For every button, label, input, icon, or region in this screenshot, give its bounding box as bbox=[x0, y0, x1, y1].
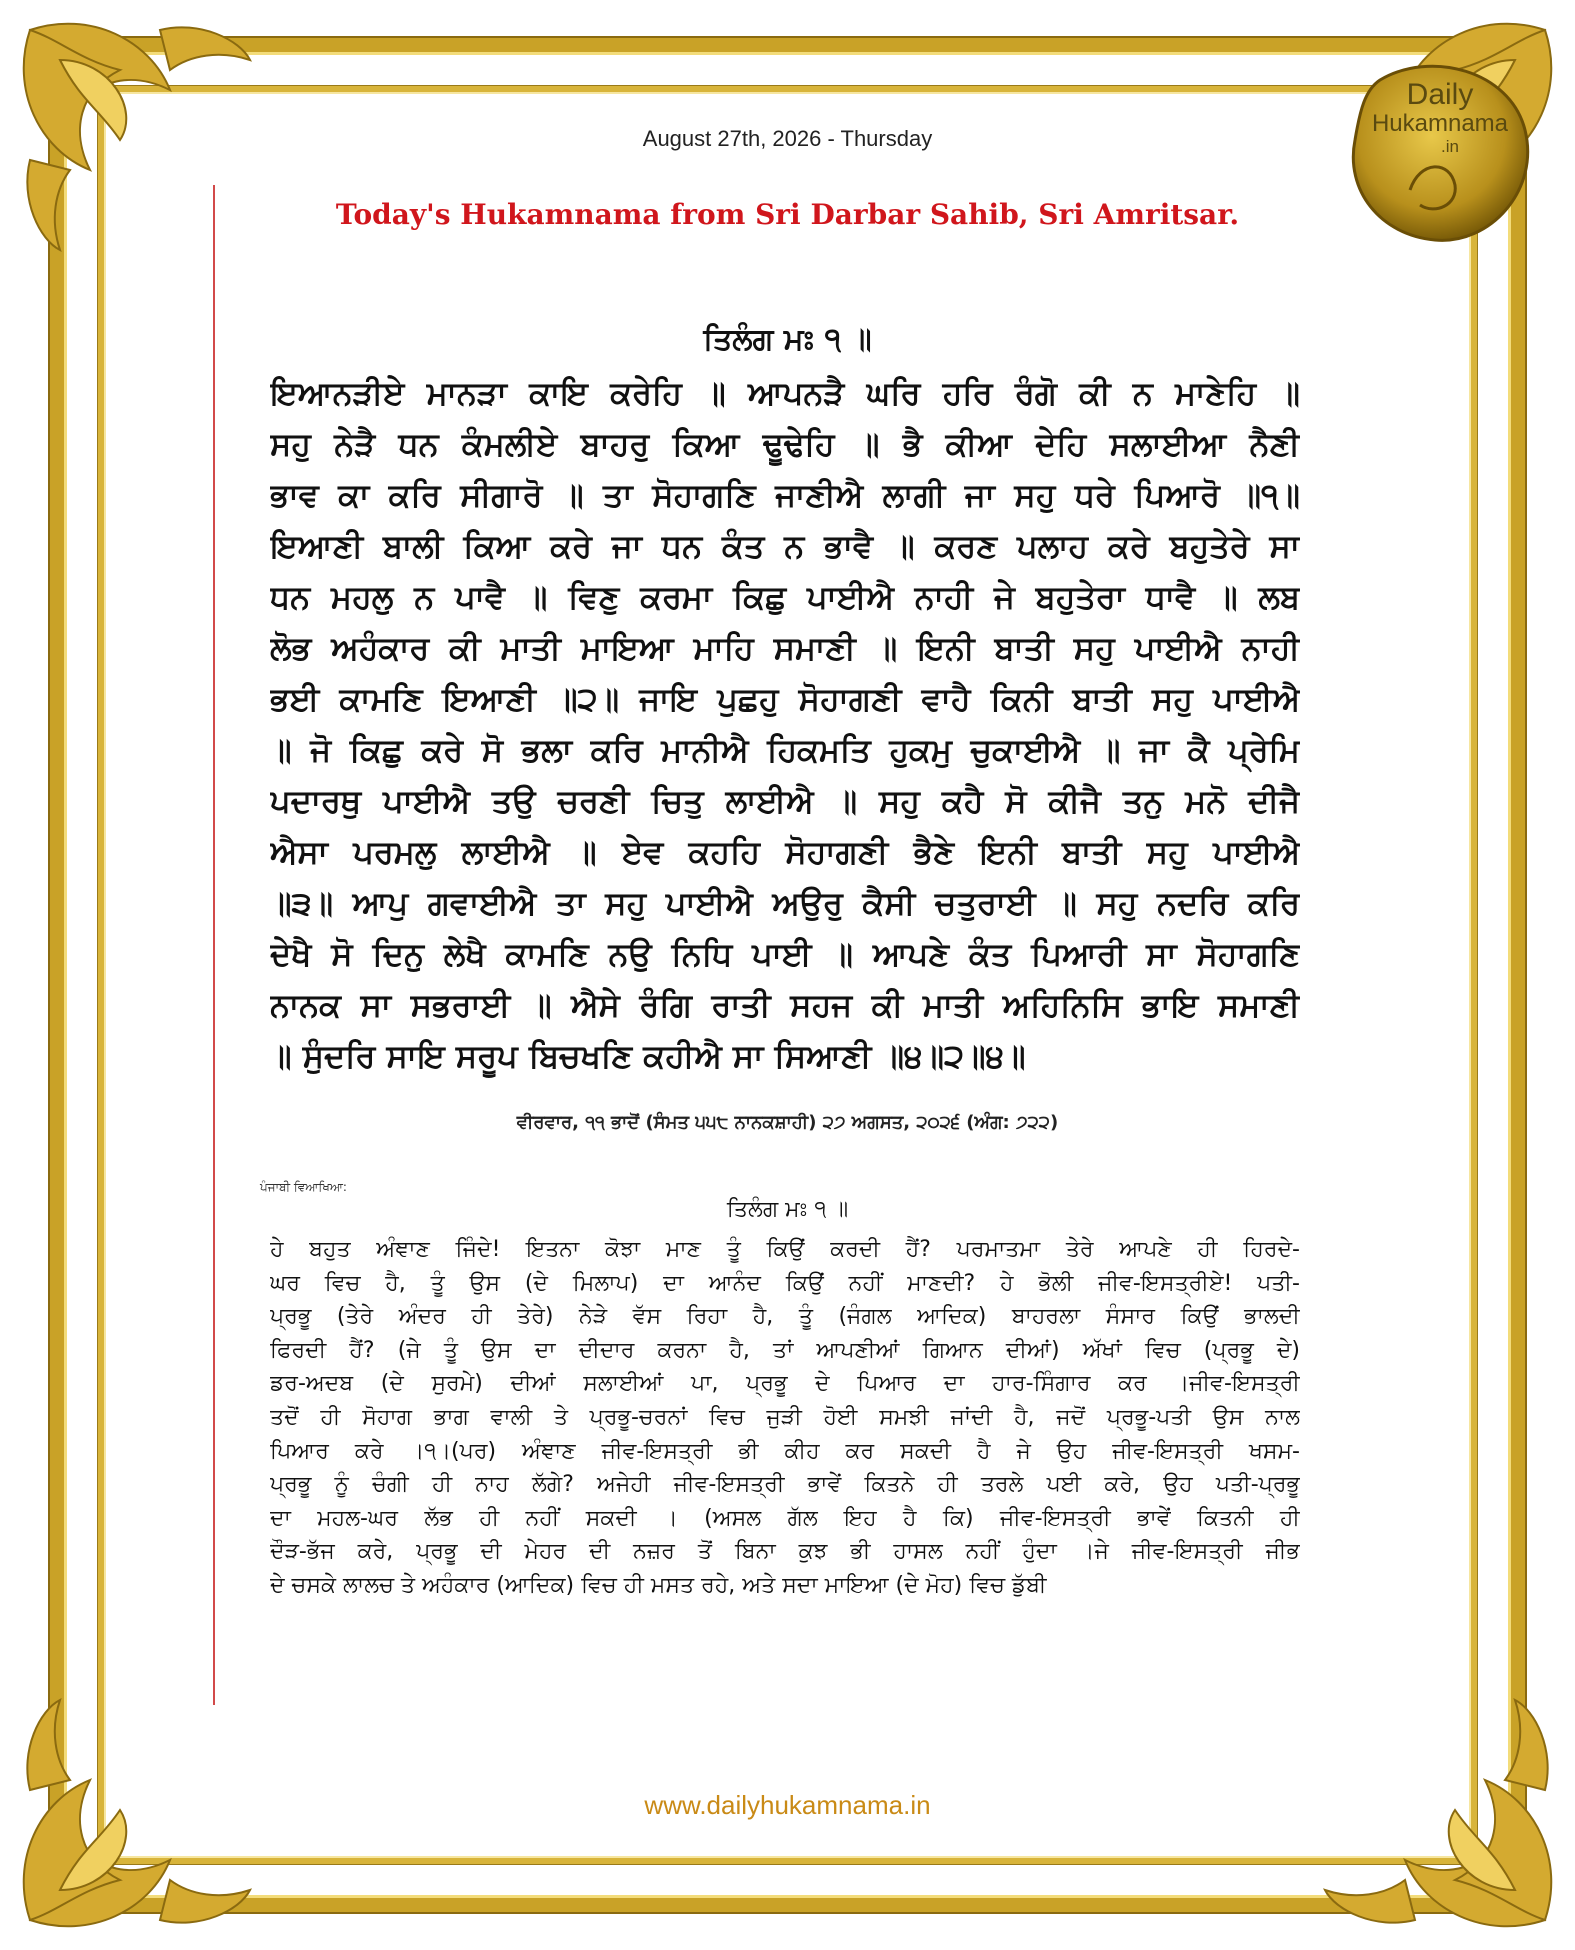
logo-text-daily: Daily bbox=[1406, 78, 1474, 111]
logo-text-in: .in bbox=[1441, 137, 1459, 156]
shabad-line: ਇਆਨੜੀਏ ਮਾਨੜਾ ਕਾਇ ਕਰੇਹਿ ॥ ਆਪਨੜੈ ਘਰਿ ਹਰਿ ਰੰਗੋ ਕੀ ਨ ਮਾਣੇਹਿ ॥ bbox=[270, 374, 1300, 412]
page-margin-line bbox=[213, 185, 215, 1705]
vyakhia-line: ਹੇ ਬਹੁਤ ਅੰਞਾਣ ਜਿੰਦੇ! ਇਤਨਾ ਕੋਝਾ ਮਾਣ ਤੂੰ ਕਿਉਂ ਕਰਦੀ ਹੈਂ? ਪਰਮਾਤਮਾ ਤੇਰੇ ਆਪਣੇ ਹੀ ਹਿਰਦੇ- bbox=[270, 1237, 1300, 1262]
website-link[interactable]: www.dailyhukamnama.in bbox=[644, 1790, 931, 1820]
vyakhia-line: ਤਦੋਂ ਹੀ ਸੋਹਾਗ ਭਾਗ ਵਾਲੀ ਤੇ ਪ੍ਰਭੂ-ਚਰਨਾਂ ਵਿਚ ਜੁੜੀ ਹੋਈ ਸਮਝੀ ਜਾਂਦੀ ਹੈ, ਜਦੋਂ ਪ੍ਰਭੂ-ਪਤੀ ਉਸ ਨਾਲ bbox=[270, 1404, 1300, 1430]
shabad-line: ॥ ਸੁੰਦਰਿ ਸਾਇ ਸਰੂਪ ਬਿਚਖਣਿ ਕਹੀਐ ਸਾ ਸਿਆਣੀ ॥੪॥੨॥੪॥ bbox=[270, 1037, 1026, 1075]
nanakshahi-dateline: ਵੀਰਵਾਰ, ੧੧ ਭਾਦੋਂ (ਸੰਮਤ ੫੫੮ ਨਾਨਕਸ਼ਾਹੀ) ੨੭ ਅਗਸਤ, ੨੦੨੬ (ਅੰਗ: ੭੨੨) bbox=[516, 1112, 1059, 1133]
vyakhia-line: ਦਾ ਮਹਲ-ਘਰ ਲੱਭ ਹੀ ਨਹੀਂ ਸਕਦੀ । (ਅਸਲ ਗੱਲ ਇਹ ਹੈ ਕਿ) ਜੀਵ-ਇਸਤ੍ਰੀ ਭਾਵੇਂ ਕਿਤਨੀ ਹੀ bbox=[270, 1505, 1300, 1531]
shabad-line: ਐਸਾ ਪਰਮਲੁ ਲਾਈਐ ॥ ਏਵ ਕਹਹਿ ਸੋਹਾਗਣੀ ਭੈਣੇ ਇਨੀ ਬਾਤੀ ਸਹੁ ਪਾਈਐ bbox=[270, 833, 1300, 871]
vyakhia-line: ਪ੍ਰਭੂ ਨੂੰ ਚੰਗੀ ਹੀ ਨਾਹ ਲੱਗੇ? ਅਜੇਹੀ ਜੀਵ-ਇਸਤ੍ਰੀ ਭਾਵੇਂ ਕਿਤਨੇ ਹੀ ਤਰਲੇ ਪਈ ਕਰੇ, ਉਹ ਪਤੀ-ਪ੍ਰਭੂ bbox=[270, 1472, 1300, 1498]
vyakhia-line: ਡਰ-ਅਦਬ (ਦੇ ਸੁਰਮੇ) ਦੀਆਂ ਸਲਾਈਆਂ ਪਾ, ਪ੍ਰਭੂ ਦੇ ਪਿਆਰ ਦਾ ਹਾਰ-ਸਿੰਗਾਰ ਕਰ ।ਜੀਵ-ਇਸਤ੍ਰੀ bbox=[270, 1371, 1300, 1397]
shabad-line: ਪਦਾਰਥੁ ਪਾਈਐ ਤਉ ਚਰਣੀ ਚਿਤੁ ਲਾਈਐ ॥ ਸਹੁ ਕਹੈ ਸੋ ਕੀਜੈ ਤਨੁ ਮਨੋ ਦੀਜੈ bbox=[270, 782, 1300, 820]
shabad-line: ਭਾਵ ਕਾ ਕਰਿ ਸੀਗਾਰੋ ॥ ਤਾ ਸੋਹਾਗਣਿ ਜਾਣੀਐ ਲਾਗੀ ਜਾ ਸਹੁ ਧਰੇ ਪਿਆਰੋ ॥੧॥ bbox=[270, 476, 1300, 514]
vyakhia-line: ਫਿਰਦੀ ਹੈਂ? (ਜੇ ਤੂੰ ਉਸ ਦਾ ਦੀਦਾਰ ਕਰਨਾ ਹੈ, ਤਾਂ ਆਪਣੀਆਂ ਗਿਆਨ ਦੀਆਂ) ਅੱਖਾਂ ਵਿਚ (ਪ੍ਰਭੂ ਦੇ) bbox=[270, 1337, 1300, 1363]
shabad-line: ਭਈ ਕਾਮਣਿ ਇਆਣੀ ॥੨॥ ਜਾਇ ਪੁਛਹੁ ਸੋਹਾਗਣੀ ਵਾਹੈ ਕਿਨੀ ਬਾਤੀ ਸਹੁ ਪਾਈਐ bbox=[270, 680, 1300, 718]
vyakhia-line: ਦੌੜ-ਭੱਜ ਕਰੇ, ਪ੍ਰਭੂ ਦੀ ਮੇਹਰ ਦੀ ਨਜ਼ਰ ਤੋਂ ਬਿਨਾ ਕੁਝ ਭੀ ਹਾਸਲ ਨਹੀਂ ਹੁੰਦਾ ।ਜੇ ਜੀਵ-ਇਸਤ੍ਰੀ ਜੀਭ bbox=[270, 1539, 1300, 1565]
shabad-title: ਤਿਲੰਗ ਮਃ ੧ ॥ bbox=[703, 322, 872, 357]
page-title: Today's Hukamnama from Sri Darbar Sahib, Sri Amritsar. bbox=[335, 198, 1240, 231]
hukamnama-date: August 27th, 2026 - Thursday bbox=[642, 126, 933, 151]
shabad-line: ਦੇਖੈ ਸੋ ਦਿਨੁ ਲੇਖੈ ਕਾਮਣਿ ਨਉ ਨਿਧਿ ਪਾਈ ॥ ਆਪਣੇ ਕੰਤ ਪਿਆਰੀ ਸਾ ਸੋਹਾਗਣਿ bbox=[270, 935, 1300, 973]
vyakhia-line: ਪ੍ਰਭੂ (ਤੇਰੇ ਅੰਦਰ ਹੀ ਤੇਰੇ) ਨੇੜੇ ਵੱਸ ਰਿਹਾ ਹੈ, ਤੂੰ (ਜੰਗਲ ਆਦਿਕ) ਬਾਹਰਲਾ ਸੰਸਾਰ ਕਿਉਂ ਭਾਲਦੀ bbox=[270, 1304, 1300, 1330]
vyakhia-line: ਦੇ ਚਸਕੇ ਲਾਲਚ ਤੇ ਅਹੰਕਾਰ (ਆਦਿਕ) ਵਿਚ ਹੀ ਮਸਤ ਰਹੇ, ਅਤੇ ਸਦਾ ਮਾਇਆ (ਦੇ ਮੋਹ) ਵਿਚ ਡੁੱਬੀ bbox=[270, 1572, 1047, 1598]
shabad-line: ॥ ਜੋ ਕਿਛੁ ਕਰੇ ਸੋ ਭਲਾ ਕਰਿ ਮਾਨੀਐ ਹਿਕਮਤਿ ਹੁਕਮੁ ਚੁਕਾਈਐ ॥ ਜਾ ਕੈ ਪ੍ਰੇਮਿ bbox=[270, 731, 1300, 769]
vyakhia-text bbox=[270, 1233, 1300, 1603]
shabad-line: ॥੩॥ ਆਪੁ ਗਵਾਈਐ ਤਾ ਸਹੁ ਪਾਈਐ ਅਉਰੁ ਕੈਸੀ ਚਤੁਰਾਈ ॥ ਸਹੁ ਨਦਰਿ ਕਰਿ bbox=[270, 884, 1300, 922]
vyakhia-line: ਘਰ ਵਿਚ ਹੈ, ਤੂੰ ਉਸ (ਦੇ ਮਿਲਾਪ) ਦਾ ਆਨੰਦ ਕਿਉਂ ਨਹੀਂ ਮਾਣਦੀ? ਹੇ ਭੋਲੀ ਜੀਵ-ਇਸਤ੍ਰੀਏ! ਪਤੀ- bbox=[270, 1270, 1300, 1296]
shabad-line: ਲੋਭ ਅਹੰਕਾਰ ਕੀ ਮਾਤੀ ਮਾਇਆ ਮਾਹਿ ਸਮਾਣੀ ॥ ਇਨੀ ਬਾਤੀ ਸਹੁ ਪਾਈਐ ਨਾਹੀ bbox=[270, 629, 1300, 667]
shabad-line: ਇਆਣੀ ਬਾਲੀ ਕਿਆ ਕਰੇ ਜਾ ਧਨ ਕੰਤ ਨ ਭਾਵੈ ॥ ਕਰਣ ਪਲਾਹ ਕਰੇ ਬਹੁਤੇਰੇ ਸਾ bbox=[270, 527, 1300, 565]
logo-text-hukamnama: Hukamnama bbox=[1371, 110, 1509, 137]
vyakhia-line: ਪਿਆਰ ਕਰੇ ।੧।(ਪਰ) ਅੰਞਾਣ ਜੀਵ-ਇਸਤ੍ਰੀ ਭੀ ਕੀਹ ਕਰ ਸਕਦੀ ਹੈ ਜੇ ਉਹ ਜੀਵ-ਇਸਤ੍ਰੀ ਖਸਮ- bbox=[270, 1438, 1300, 1464]
shabad-line: ਸਹੁ ਨੇੜੈ ਧਨ ਕੰਮਲੀਏ ਬਾਹਰੁ ਕਿਆ ਢੂਢੇਹਿ ॥ ਭੈ ਕੀਆ ਦੇਹਿ ਸਲਾਈਆ ਨੈਣੀ bbox=[270, 425, 1300, 463]
vyakhia-title: ਤਿਲੰਗ ਮਃ ੧ ॥ bbox=[726, 1197, 849, 1222]
shabad-text bbox=[270, 368, 1300, 1082]
vyakhia-label: ਪੰਜਾਬੀ ਵਿਆਖਿਆ: bbox=[260, 1180, 347, 1194]
shabad-line: ਨਾਨਕ ਸਾ ਸਭਰਾਈ ॥ ਐਸੇ ਰੰਗਿ ਰਾਤੀ ਸਹਜ ਕੀ ਮਾਤੀ ਅਹਿਨਿਸਿ ਭਾਇ ਸਮਾਣੀ bbox=[270, 986, 1300, 1024]
shabad-line: ਧਨ ਮਹਲੁ ਨ ਪਾਵੈ ॥ ਵਿਣੁ ਕਰਮਾ ਕਿਛੁ ਪਾਈਐ ਨਾਹੀ ਜੇ ਬਹੁਤੇਰਾ ਧਾਵੈ ॥ ਲਬ bbox=[270, 578, 1300, 616]
